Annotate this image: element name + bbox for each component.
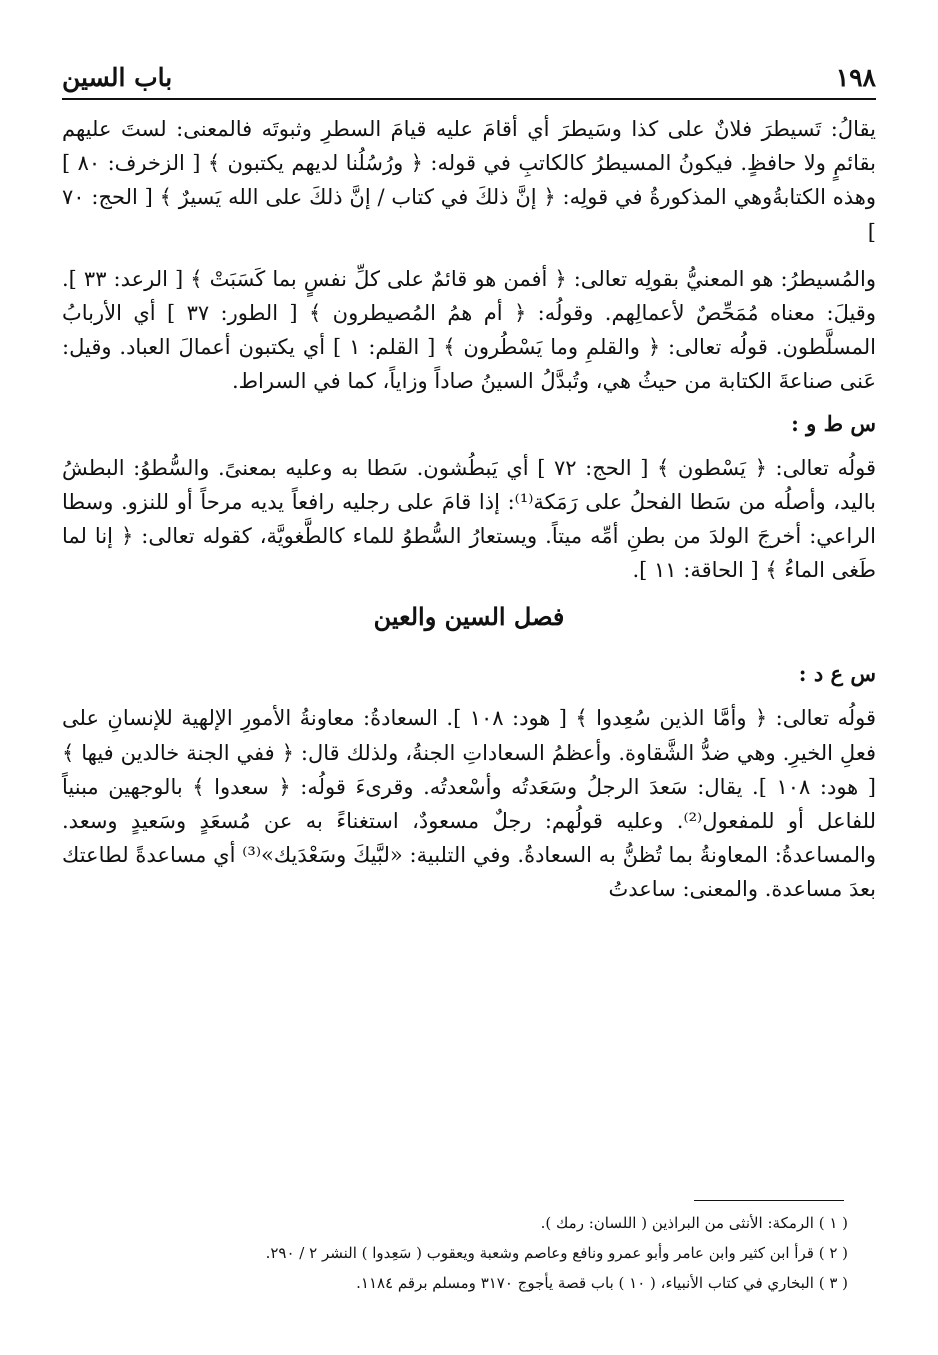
page-number: ١٩٨ [835, 63, 876, 92]
footnote: ( ٣ ) البخاري في كتاب الأنبياء، ( ١٠ ) باب قصة يأجوج ٣١٧٠ ومسلم برقم ١١٨٤. [356, 1274, 848, 1292]
footnotes [62, 1208, 848, 1298]
section-title: فصل السين والعين [373, 602, 565, 632]
paragraph: قولُه تعالى: ﴿ يَسْطون ﴾ [ الحج: ٧٢ ] أي يَبطُشون. سَطا به وعليه بمعنىً. والسُّطوُ: البطشُ باليد، وأصلُه من سَطا الفحلُ على رَمَكة⁽¹⁾: إذا قامَ على رجليه رافعاً يديه مرحاً أو للنزو. وسطا الراعي: أخرجَ الولدَ من بطنِ أمِّه ميتاً. ويستعارُ السُّطوُ للماء كالطَّغويَّة، كقوله تعالى: ﴿ إنا لما طَغى الماءُ ﴾ [ الحاقة: ١١ ]. [62, 455, 876, 583]
paragraph: قولُه تعالى: ﴿ وأمَّا الذين سُعِدوا ﴾ [ هود: ١٠٨ ]. السعادةُ: معاونةُ الأمورِ الإلهية للإنسانِ على فعلِ الخيرِ. وهي ضدُّ الشَّقاوة. وأعظمُ السعاداتِ الجنةُ، ولذلك قال: ﴿ ففي الجنة خالدين فيها ﴾ [ هود: ١٠٨ ]. يقال: سَعدَ الرجلُ وسَعَدتُه وأسْعدتُه. وقرىءَ قولُه: ﴿ سعدوا ﴾ بالوجهين مبنياً للفاعل أو للمفعول⁽²⁾. وعليه قولُهم: رجلٌ مسعودٌ، استغناءً به عن مُسعَدٍ وسَعيدٍ وسعد. والمساعدةُ: المعاونةُ بما تُظنُّ به السعادةُ. وفي التلبية: «لبَّيكَ وسَعْدَيك»⁽³⁾ أي مساعدةً لطاعتك بعدَ مساعدة. والمعنى: ساعدتُ [62, 706, 877, 902]
main-text [62, 112, 876, 907]
paragraph: والمُسيطرُ: هو المعنيُّ بقولِه تعالى: ﴿ أفمن هو قائمٌ على كلِّ نفسٍ بما كَسَبَتْ ﴾ [ الرعد: ٣٣ ]. وقيلَ: معناه مُمَحِّصٌ لأعمالِهم. وقولُه: ﴿ أم همُ المُصيطرون ﴾ [ الطور: ٣٧ ] أي الأربابُ المسلَّطون. قولُه تعالى: ﴿ والقلمِ وما يَسْطُرون ﴾ [ القلم: ١ ] أي يكتبون أعمالَ العباد. وقيل: عَنى صناعةَ الكتابة من حيثُ هي، وتُبدَّلُ السينُ صاداً وزاياً، كما في السراط. [62, 266, 876, 394]
root-heading: س ط و : [791, 410, 876, 436]
footnote-separator [694, 1200, 844, 1201]
footnote: ( ٢ ) قرأ ابن كثير وابن عامر وأبو عمرو ونافع وعاصم وشعبة ويعقوب ( سَعِدوا ) النشر ٢ / ٢٩٠. [265, 1244, 848, 1262]
chapter-title: باب السين [62, 63, 173, 92]
running-header [62, 52, 876, 100]
root-heading: س ع د : [798, 661, 876, 687]
footnote: ( ١ ) الرمكة: الأنثى من البراذين ( اللسان: رمك ). [540, 1214, 848, 1232]
paragraph: يقالُ: تَسيطرَ فلانٌ على كذا وسَيطرَ أي أقامَ عليه قيامَ السطرِ وثبوتَه فالمعنى: لستَ عليهم بقائمٍ ولا حافظٍ. فيكونُ المسيطرُ كالكاتبِ في قوله: ﴿ ورُسُلُنا لديهم يكتبون ﴾ [ الزخرف: ٨٠ ] وهذه الكتابةُوهي المذكورةُ في قولِه: ﴿ إنَّ ذلكَ في كتاب / إنَّ ذلكَ على الله يَسيرٌ ﴾ [ الحج: ٧٠ ] [62, 117, 876, 244]
